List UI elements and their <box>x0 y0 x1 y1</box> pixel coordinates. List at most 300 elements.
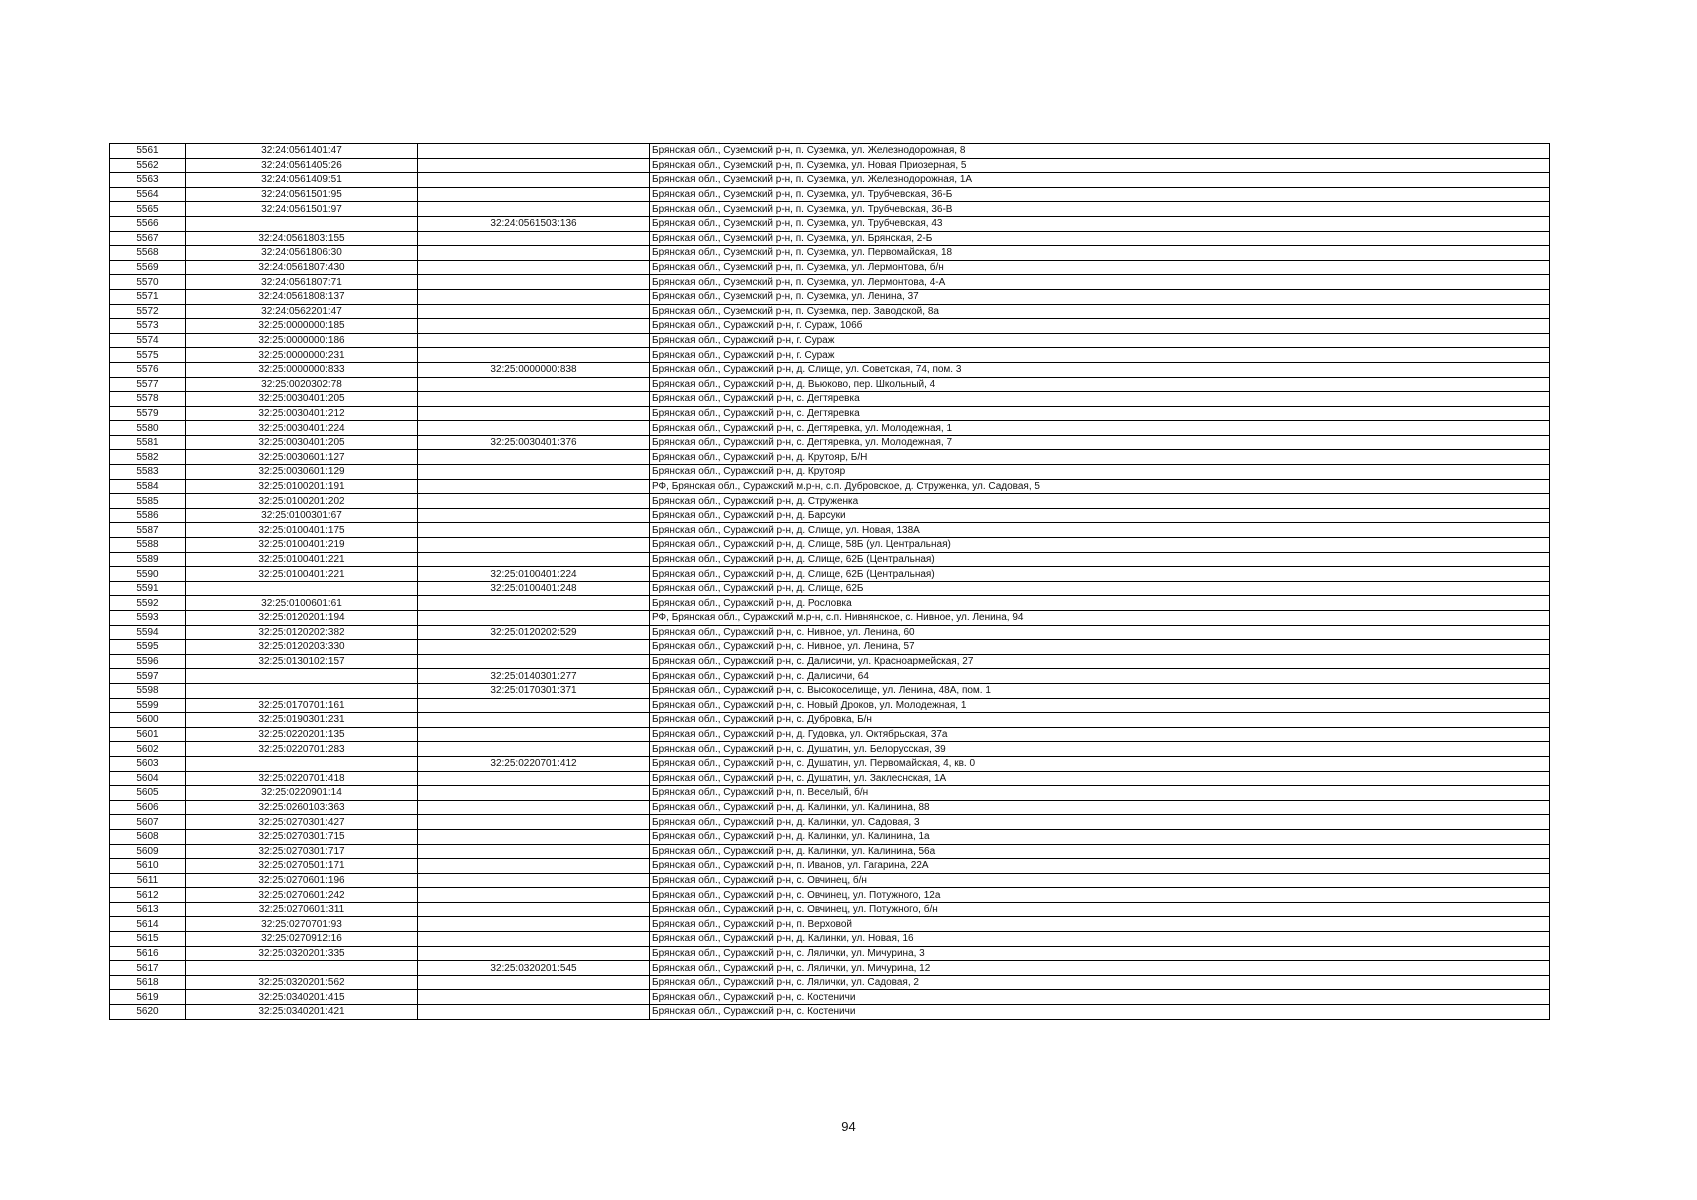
row-number-cell: 5569 <box>110 260 186 275</box>
address-cell: Брянская обл., Суземский р-н, п. Суземка, ул. Трубчевская, 36-Б <box>650 187 1550 202</box>
cadastral-number-cell: 32:25:0100201:191 <box>186 479 418 494</box>
address-cell: Брянская обл., Суземский р-н, п. Суземка, ул. Железнодорожная, 1А <box>650 173 1550 188</box>
related-cadastral-number-cell <box>418 187 650 202</box>
row-number-cell: 5580 <box>110 421 186 436</box>
cadastral-number-cell: 32:25:0100301:67 <box>186 508 418 523</box>
row-number-cell: 5608 <box>110 829 186 844</box>
row-number-cell: 5571 <box>110 289 186 304</box>
address-cell: Брянская обл., Суражский р-н, д. Слище, ул. Новая, 138А <box>650 523 1550 538</box>
address-cell: Брянская обл., Суражский р-н, г. Сураж <box>650 333 1550 348</box>
address-cell: Брянская обл., Суражский р-н, с. Лялички, ул. Садовая, 2 <box>650 975 1550 990</box>
cadastral-number-cell: 32:25:0260103:363 <box>186 800 418 815</box>
related-cadastral-number-cell <box>418 508 650 523</box>
cadastral-number-cell: 32:25:0100401:219 <box>186 538 418 553</box>
cadastral-number-cell: 32:25:0130102:157 <box>186 654 418 669</box>
row-number-cell: 5599 <box>110 698 186 713</box>
table-row <box>110 260 1550 275</box>
row-number-cell: 5611 <box>110 873 186 888</box>
related-cadastral-number-cell <box>418 727 650 742</box>
related-cadastral-number-cell <box>418 304 650 319</box>
cadastral-number-cell: 32:25:0030401:212 <box>186 406 418 421</box>
table-row <box>110 888 1550 903</box>
row-number-cell: 5566 <box>110 216 186 231</box>
related-cadastral-number-cell <box>418 917 650 932</box>
cadastral-number-cell: 32:25:0320201:335 <box>186 946 418 961</box>
row-number-cell: 5581 <box>110 435 186 450</box>
cadastral-number-cell: 32:25:0000000:833 <box>186 362 418 377</box>
row-number-cell: 5582 <box>110 450 186 465</box>
related-cadastral-number-cell: 32:25:0030401:376 <box>418 435 650 450</box>
row-number-cell: 5584 <box>110 479 186 494</box>
table-row <box>110 946 1550 961</box>
cadastral-number-cell: 32:25:0270912:16 <box>186 932 418 947</box>
row-number-cell: 5600 <box>110 713 186 728</box>
table-row <box>110 581 1550 596</box>
related-cadastral-number-cell <box>418 902 650 917</box>
address-cell: Брянская обл., Суражский р-н, с. Овчинец, ул. Потужного, 12а <box>650 888 1550 903</box>
row-number-cell: 5596 <box>110 654 186 669</box>
cadastral-number-cell: 32:24:0561409:51 <box>186 173 418 188</box>
related-cadastral-number-cell <box>418 260 650 275</box>
address-cell: Брянская обл., Суземский р-н, п. Суземка, ул. Железнодорожная, 8 <box>650 144 1550 159</box>
address-cell: Брянская обл., Суземский р-н, п. Суземка, ул. Трубчевская, 36-В <box>650 202 1550 217</box>
address-cell: Брянская обл., Суражский р-н, с. Дегтяревка <box>650 406 1550 421</box>
table-row <box>110 844 1550 859</box>
related-cadastral-number-cell <box>418 771 650 786</box>
related-cadastral-number-cell <box>418 494 650 509</box>
cadastral-number-cell: 32:25:0120202:382 <box>186 625 418 640</box>
address-cell: Брянская обл., Суражский р-н, с. Душатин, ул. Белорусская, 39 <box>650 742 1550 757</box>
row-number-cell: 5583 <box>110 465 186 480</box>
related-cadastral-number-cell <box>418 611 650 626</box>
address-cell: Брянская обл., Суражский р-н, с. Нивное, ул. Ленина, 57 <box>650 640 1550 655</box>
table-row <box>110 625 1550 640</box>
table-row <box>110 494 1550 509</box>
cadastral-number-cell: 32:25:0270301:717 <box>186 844 418 859</box>
table-row <box>110 435 1550 450</box>
cadastral-number-cell: 32:25:0220901:14 <box>186 786 418 801</box>
address-cell: Брянская обл., Суражский р-н, с. Лялички, ул. Мичурина, 3 <box>650 946 1550 961</box>
row-number-cell: 5589 <box>110 552 186 567</box>
table-row <box>110 859 1550 874</box>
table-row <box>110 289 1550 304</box>
cadastral-number-cell <box>186 669 418 684</box>
row-number-cell: 5567 <box>110 231 186 246</box>
row-number-cell: 5570 <box>110 275 186 290</box>
related-cadastral-number-cell <box>418 786 650 801</box>
row-number-cell: 5588 <box>110 538 186 553</box>
address-cell: Брянская обл., Суземский р-н, п. Суземка, ул. Новая Приозерная, 5 <box>650 158 1550 173</box>
cadastral-number-cell: 32:25:0220201:135 <box>186 727 418 742</box>
table-row <box>110 421 1550 436</box>
row-number-cell: 5607 <box>110 815 186 830</box>
address-cell: Брянская обл., Суражский р-н, д. Калинки, ул. Калинина, 1а <box>650 829 1550 844</box>
row-number-cell: 5597 <box>110 669 186 684</box>
related-cadastral-number-cell <box>418 450 650 465</box>
table-row <box>110 611 1550 626</box>
table-row <box>110 713 1550 728</box>
row-number-cell: 5591 <box>110 581 186 596</box>
cadastral-number-cell: 32:25:0220701:283 <box>186 742 418 757</box>
address-cell: Брянская обл., Суражский р-н, п. Верховой <box>650 917 1550 932</box>
address-cell: Брянская обл., Суражский р-н, д. Слище, 62Б <box>650 581 1550 596</box>
related-cadastral-number-cell <box>418 406 650 421</box>
related-cadastral-number-cell <box>418 158 650 173</box>
table-row <box>110 742 1550 757</box>
row-number-cell: 5613 <box>110 902 186 917</box>
related-cadastral-number-cell <box>418 844 650 859</box>
related-cadastral-number-cell <box>418 596 650 611</box>
row-number-cell: 5594 <box>110 625 186 640</box>
cadastral-number-cell: 32:25:0000000:186 <box>186 333 418 348</box>
address-cell: Брянская обл., Суражский р-н, д. Вьюково, пер. Школьный, 4 <box>650 377 1550 392</box>
row-number-cell: 5604 <box>110 771 186 786</box>
address-cell: Брянская обл., Суземский р-н, п. Суземка, ул. Лермонтова, 4-А <box>650 275 1550 290</box>
table-row <box>110 917 1550 932</box>
table-row <box>110 1005 1550 1020</box>
related-cadastral-number-cell <box>418 523 650 538</box>
table-row <box>110 216 1550 231</box>
table-row <box>110 319 1550 334</box>
row-number-cell: 5561 <box>110 144 186 159</box>
related-cadastral-number-cell <box>418 275 650 290</box>
register-table-body <box>110 144 1550 1020</box>
cadastral-number-cell: 32:25:0100201:202 <box>186 494 418 509</box>
cadastral-number-cell <box>186 683 418 698</box>
cadastral-number-cell: 32:24:0561501:95 <box>186 187 418 202</box>
related-cadastral-number-cell <box>418 538 650 553</box>
cadastral-number-cell: 32:25:0100401:221 <box>186 552 418 567</box>
address-cell: Брянская обл., Суражский р-н, д. Слище, 62Б (Центральная) <box>650 552 1550 567</box>
cadastral-number-cell: 32:25:0000000:185 <box>186 319 418 334</box>
cadastral-number-cell: 32:25:0030601:129 <box>186 465 418 480</box>
table-row <box>110 377 1550 392</box>
table-row <box>110 990 1550 1005</box>
row-number-cell: 5574 <box>110 333 186 348</box>
cadastral-number-cell: 32:25:0270601:196 <box>186 873 418 888</box>
row-number-cell: 5595 <box>110 640 186 655</box>
cadastral-number-cell: 32:25:0340201:421 <box>186 1005 418 1020</box>
address-cell: Брянская обл., Суражский р-н, с. Овчинец, ул. Потужного, б/н <box>650 902 1550 917</box>
row-number-cell: 5579 <box>110 406 186 421</box>
table-row <box>110 538 1550 553</box>
related-cadastral-number-cell <box>418 144 650 159</box>
related-cadastral-number-cell: 32:25:0220701:412 <box>418 756 650 771</box>
table-row <box>110 800 1550 815</box>
table-row <box>110 727 1550 742</box>
cadastral-number-cell: 32:25:0270501:171 <box>186 859 418 874</box>
cadastral-number-cell: 32:25:0030401:205 <box>186 392 418 407</box>
row-number-cell: 5612 <box>110 888 186 903</box>
table-row <box>110 187 1550 202</box>
cadastral-number-cell: 32:24:0561405:26 <box>186 158 418 173</box>
row-number-cell: 5614 <box>110 917 186 932</box>
row-number-cell: 5598 <box>110 683 186 698</box>
cadastral-number-cell: 32:25:0030401:205 <box>186 435 418 450</box>
address-cell: Брянская обл., Суражский р-н, д. Калинки, ул. Садовая, 3 <box>650 815 1550 830</box>
table-row <box>110 523 1550 538</box>
related-cadastral-number-cell <box>418 333 650 348</box>
table-row <box>110 873 1550 888</box>
cadastral-number-cell: 32:25:0030401:224 <box>186 421 418 436</box>
row-number-cell: 5605 <box>110 786 186 801</box>
row-number-cell: 5572 <box>110 304 186 319</box>
related-cadastral-number-cell <box>418 421 650 436</box>
table-row <box>110 392 1550 407</box>
related-cadastral-number-cell: 32:25:0170301:371 <box>418 683 650 698</box>
row-number-cell: 5610 <box>110 859 186 874</box>
cadastral-number-cell: 32:25:0120201:194 <box>186 611 418 626</box>
address-cell: Брянская обл., Суражский р-н, с. Новый Дроков, ул. Молодежная, 1 <box>650 698 1550 713</box>
cadastral-number-cell: 32:24:0561803:155 <box>186 231 418 246</box>
table-row <box>110 975 1550 990</box>
address-cell: Брянская обл., Суражский р-н, с. Лялички, ул. Мичурина, 12 <box>650 961 1550 976</box>
cadastral-number-cell: 32:24:0562201:47 <box>186 304 418 319</box>
cadastral-number-cell: 32:25:0320201:562 <box>186 975 418 990</box>
address-cell: Брянская обл., Суражский р-н, д. Струженка <box>650 494 1550 509</box>
table-row <box>110 202 1550 217</box>
related-cadastral-number-cell <box>418 975 650 990</box>
table-row <box>110 902 1550 917</box>
related-cadastral-number-cell <box>418 742 650 757</box>
table-row <box>110 654 1550 669</box>
cadastral-number-cell: 32:24:0561807:71 <box>186 275 418 290</box>
cadastral-number-cell: 32:25:0100601:61 <box>186 596 418 611</box>
address-cell: Брянская обл., Суражский р-н, г. Сураж <box>650 348 1550 363</box>
table-row <box>110 304 1550 319</box>
address-cell: Брянская обл., Суражский р-н, с. Высокоселище, ул. Ленина, 48А, пом. 1 <box>650 683 1550 698</box>
related-cadastral-number-cell <box>418 859 650 874</box>
cadastral-number-cell: 32:25:0270701:93 <box>186 917 418 932</box>
cadastral-number-cell <box>186 756 418 771</box>
related-cadastral-number-cell <box>418 246 650 261</box>
table-row <box>110 683 1550 698</box>
row-number-cell: 5601 <box>110 727 186 742</box>
cadastral-number-cell: 32:24:0561807:430 <box>186 260 418 275</box>
table-row <box>110 552 1550 567</box>
address-cell: Брянская обл., Суражский р-н, д. Калинки, ул. Калинина, 56а <box>650 844 1550 859</box>
table-row <box>110 465 1550 480</box>
row-number-cell: 5609 <box>110 844 186 859</box>
related-cadastral-number-cell <box>418 348 650 363</box>
address-cell: Брянская обл., Суражский р-н, г. Сураж, 106б <box>650 319 1550 334</box>
row-number-cell: 5602 <box>110 742 186 757</box>
related-cadastral-number-cell <box>418 231 650 246</box>
address-cell: Брянская обл., Суземский р-н, п. Суземка, ул. Трубчевская, 43 <box>650 216 1550 231</box>
table-row <box>110 348 1550 363</box>
address-cell: РФ, Брянская обл., Суражский м.р-н, с.п. Дубровское, д. Струженка, ул. Садовая, 5 <box>650 479 1550 494</box>
table-row <box>110 362 1550 377</box>
cadastral-number-cell: 32:25:0270601:311 <box>186 902 418 917</box>
row-number-cell: 5616 <box>110 946 186 961</box>
address-cell: Брянская обл., Суражский р-н, с. Далисичи, 64 <box>650 669 1550 684</box>
address-cell: Брянская обл., Суземский р-н, п. Суземка, пер. Заводской, 8а <box>650 304 1550 319</box>
related-cadastral-number-cell: 32:25:0100401:248 <box>418 581 650 596</box>
related-cadastral-number-cell <box>418 829 650 844</box>
related-cadastral-number-cell: 32:25:0320201:545 <box>418 961 650 976</box>
cadastral-number-cell: 32:25:0270301:715 <box>186 829 418 844</box>
row-number-cell: 5575 <box>110 348 186 363</box>
table-row <box>110 596 1550 611</box>
cadastral-number-cell: 32:25:0000000:231 <box>186 348 418 363</box>
row-number-cell: 5563 <box>110 173 186 188</box>
cadastral-number-cell: 32:25:0120203:330 <box>186 640 418 655</box>
related-cadastral-number-cell <box>418 698 650 713</box>
table-row <box>110 756 1550 771</box>
address-cell: Брянская обл., Суражский р-н, с. Костеничи <box>650 990 1550 1005</box>
related-cadastral-number-cell: 32:25:0120202:529 <box>418 625 650 640</box>
table-row <box>110 231 1550 246</box>
address-cell: Брянская обл., Суражский р-н, д. Крутояр <box>650 465 1550 480</box>
related-cadastral-number-cell <box>418 465 650 480</box>
address-cell: РФ, Брянская обл., Суражский м.р-н, с.п. Нивнянское, с. Нивное, ул. Ленина, 94 <box>650 611 1550 626</box>
row-number-cell: 5573 <box>110 319 186 334</box>
address-cell: Брянская обл., Суражский р-н, д. Слище, ул. Советская, 74, пом. 3 <box>650 362 1550 377</box>
table-row <box>110 815 1550 830</box>
related-cadastral-number-cell <box>418 202 650 217</box>
address-cell: Брянская обл., Суражский р-н, с. Нивное, ул. Ленина, 60 <box>650 625 1550 640</box>
address-cell: Брянская обл., Суражский р-н, с. Овчинец, б/н <box>650 873 1550 888</box>
address-cell: Брянская обл., Суражский р-н, д. Рословка <box>650 596 1550 611</box>
table-row <box>110 158 1550 173</box>
page-number: 94 <box>841 1119 856 1134</box>
related-cadastral-number-cell <box>418 990 650 1005</box>
cadastral-number-cell: 32:24:0561808:137 <box>186 289 418 304</box>
cadastral-number-cell: 32:25:0270601:242 <box>186 888 418 903</box>
table-row <box>110 829 1550 844</box>
cadastral-number-cell <box>186 216 418 231</box>
address-cell: Брянская обл., Суземский р-н, п. Суземка, ул. Брянская, 2-Б <box>650 231 1550 246</box>
address-cell: Брянская обл., Суражский р-н, с. Душатин, ул. Первомайская, 4, кв. 0 <box>650 756 1550 771</box>
cadastral-number-cell: 32:25:0270301:427 <box>186 815 418 830</box>
address-cell: Брянская обл., Суражский р-н, с. Дегтяревка <box>650 392 1550 407</box>
cadastral-number-cell: 32:25:0190301:231 <box>186 713 418 728</box>
address-cell: Брянская обл., Суражский р-н, п. Иванов, ул. Гагарина, 22А <box>650 859 1550 874</box>
table-row <box>110 567 1550 582</box>
related-cadastral-number-cell <box>418 552 650 567</box>
property-register-table <box>109 143 1550 1020</box>
table-row <box>110 246 1550 261</box>
address-cell: Брянская обл., Суражский р-н, с. Костеничи <box>650 1005 1550 1020</box>
address-cell: Брянская обл., Суражский р-н, д. Калинки, ул. Новая, 16 <box>650 932 1550 947</box>
related-cadastral-number-cell: 32:24:0561503:136 <box>418 216 650 231</box>
row-number-cell: 5593 <box>110 611 186 626</box>
row-number-cell: 5617 <box>110 961 186 976</box>
table-row <box>110 932 1550 947</box>
row-number-cell: 5592 <box>110 596 186 611</box>
row-number-cell: 5618 <box>110 975 186 990</box>
row-number-cell: 5619 <box>110 990 186 1005</box>
address-cell: Брянская обл., Суражский р-н, с. Дубровка, Б/н <box>650 713 1550 728</box>
address-cell: Брянская обл., Суражский р-н, д. Крутояр, Б/Н <box>650 450 1550 465</box>
address-cell: Брянская обл., Суражский р-н, д. Калинки, ул. Калинина, 88 <box>650 800 1550 815</box>
table-row <box>110 275 1550 290</box>
cadastral-number-cell: 32:24:0561806:30 <box>186 246 418 261</box>
table-row <box>110 450 1550 465</box>
related-cadastral-number-cell <box>418 800 650 815</box>
row-number-cell: 5586 <box>110 508 186 523</box>
related-cadastral-number-cell <box>418 888 650 903</box>
related-cadastral-number-cell <box>418 392 650 407</box>
cadastral-number-cell: 32:25:0100401:221 <box>186 567 418 582</box>
address-cell: Брянская обл., Суземский р-н, п. Суземка, ул. Лермонтова, б/н <box>650 260 1550 275</box>
row-number-cell: 5603 <box>110 756 186 771</box>
cadastral-number-cell: 32:25:0220701:418 <box>186 771 418 786</box>
row-number-cell: 5568 <box>110 246 186 261</box>
cadastral-number-cell: 32:25:0340201:415 <box>186 990 418 1005</box>
address-cell: Брянская обл., Суражский р-н, с. Дегтяревка, ул. Молодежная, 1 <box>650 421 1550 436</box>
table-row <box>110 771 1550 786</box>
address-cell: Брянская обл., Суражский р-н, д. Слище, 58Б (ул. Центральная) <box>650 538 1550 553</box>
row-number-cell: 5585 <box>110 494 186 509</box>
related-cadastral-number-cell <box>418 319 650 334</box>
address-cell: Брянская обл., Суражский р-н, д. Слище, 62Б (Центральная) <box>650 567 1550 582</box>
row-number-cell: 5620 <box>110 1005 186 1020</box>
address-cell: Брянская обл., Суражский р-н, с. Далисичи, ул. Красноармейская, 27 <box>650 654 1550 669</box>
row-number-cell: 5587 <box>110 523 186 538</box>
row-number-cell: 5577 <box>110 377 186 392</box>
related-cadastral-number-cell <box>418 713 650 728</box>
related-cadastral-number-cell <box>418 173 650 188</box>
address-cell: Брянская обл., Суражский р-н, с. Душатин, ул. Заклеснская, 1А <box>650 771 1550 786</box>
table-row <box>110 406 1550 421</box>
related-cadastral-number-cell <box>418 479 650 494</box>
row-number-cell: 5565 <box>110 202 186 217</box>
cadastral-number-cell <box>186 961 418 976</box>
table-row <box>110 961 1550 976</box>
related-cadastral-number-cell: 32:25:0100401:224 <box>418 567 650 582</box>
related-cadastral-number-cell <box>418 289 650 304</box>
address-cell: Брянская обл., Суражский р-н, п. Веселый, б/н <box>650 786 1550 801</box>
cadastral-number-cell: 32:24:0561501:97 <box>186 202 418 217</box>
row-number-cell: 5578 <box>110 392 186 407</box>
table-row <box>110 173 1550 188</box>
address-cell: Брянская обл., Суземский р-н, п. Суземка, ул. Ленина, 37 <box>650 289 1550 304</box>
related-cadastral-number-cell <box>418 654 650 669</box>
address-cell: Брянская обл., Суражский р-н, д. Барсуки <box>650 508 1550 523</box>
table-row <box>110 333 1550 348</box>
table-row <box>110 479 1550 494</box>
address-cell: Брянская обл., Суражский р-н, с. Дегтяревка, ул. Молодежная, 7 <box>650 435 1550 450</box>
table-row <box>110 698 1550 713</box>
related-cadastral-number-cell <box>418 932 650 947</box>
row-number-cell: 5590 <box>110 567 186 582</box>
row-number-cell: 5606 <box>110 800 186 815</box>
address-cell: Брянская обл., Суземский р-н, п. Суземка, ул. Первомайская, 18 <box>650 246 1550 261</box>
table-row <box>110 669 1550 684</box>
row-number-cell: 5615 <box>110 932 186 947</box>
related-cadastral-number-cell <box>418 815 650 830</box>
cadastral-number-cell: 32:25:0100401:175 <box>186 523 418 538</box>
cadastral-number-cell: 32:25:0030601:127 <box>186 450 418 465</box>
cadastral-number-cell: 32:25:0170701:161 <box>186 698 418 713</box>
row-number-cell: 5562 <box>110 158 186 173</box>
table-row <box>110 508 1550 523</box>
related-cadastral-number-cell <box>418 377 650 392</box>
cadastral-number-cell <box>186 581 418 596</box>
table-row <box>110 786 1550 801</box>
row-number-cell: 5576 <box>110 362 186 377</box>
related-cadastral-number-cell: 32:25:0000000:838 <box>418 362 650 377</box>
related-cadastral-number-cell <box>418 640 650 655</box>
address-cell: Брянская обл., Суражский р-н, д. Гудовка, ул. Октябрьская, 37а <box>650 727 1550 742</box>
table-row <box>110 144 1550 159</box>
cadastral-number-cell: 32:25:0020302:78 <box>186 377 418 392</box>
row-number-cell: 5564 <box>110 187 186 202</box>
related-cadastral-number-cell: 32:25:0140301:277 <box>418 669 650 684</box>
related-cadastral-number-cell <box>418 1005 650 1020</box>
related-cadastral-number-cell <box>418 946 650 961</box>
